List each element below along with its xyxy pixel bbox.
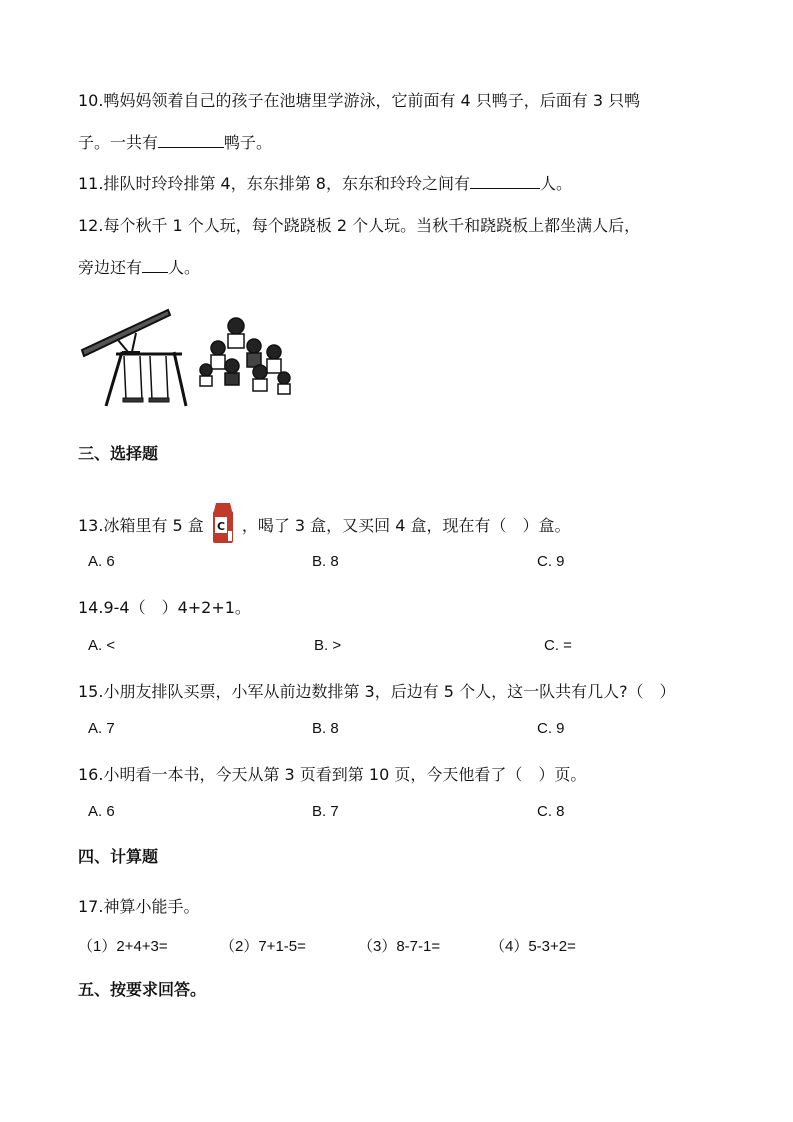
q12-line2-before: 旁边还有 [78,258,143,277]
q17-item-2: （2）7+1-5= [220,938,306,955]
q11-before: 11.排队时玲玲排第 4，东东排第 8，东东和玲玲之间有 [78,174,470,193]
q16-option-b[interactable]: B. 7 [312,803,339,820]
q15-option-a[interactable]: A. 7 [88,720,115,737]
q13-option-c[interactable]: C. 9 [537,553,565,570]
q17-item-3: （3）8-7-1= [358,938,441,955]
q17-title: 17.神算小能手。 [78,897,200,916]
section-4-heading: 四、计算题 [78,847,159,866]
q17-item-1: （1）2+4+3= [78,938,168,955]
q13-line [78,501,571,545]
q14-line: 14.9-4（ ）4+2+1。 [78,598,251,617]
q12-line2 [78,255,200,278]
q16-option-c[interactable]: C. 8 [537,803,565,820]
q13-option-b[interactable]: B. 8 [312,553,339,570]
q13-before: 13.冰箱里有 5 盒 [78,516,204,535]
q10-line2-before: 子。一共有 [78,133,159,152]
q17-item-4: （4）5-3+2= [490,938,576,955]
playground-illustration [78,290,300,422]
q10-answer-blank[interactable] [158,133,224,148]
q14-option-c[interactable]: C. = [544,637,572,654]
q15-line: 15.小朋友排队买票，小军从前边数排第 3，后边有 5 个人，这一队共有几人?（ ） [78,682,676,701]
q15-option-c[interactable]: C. 9 [537,720,565,737]
q14-option-a[interactable]: A. < [88,637,116,654]
q10-line2-after: 鸭子。 [224,133,273,152]
q10-line2 [78,130,272,153]
q12-line1: 12.每个秋千 1 个人玩，每个跷跷板 2 个人玩。当秋千和跷跷板上都坐满人后， [78,216,641,235]
q13-option-a[interactable]: A. 6 [88,553,115,570]
svg-text:C: C [216,520,225,533]
q16-option-a[interactable]: A. 6 [88,803,115,820]
q10-line1: 10.鸭妈妈领着自己的孩子在池塘里学游泳，它前面有 4 只鸭子，后面有 3 只鸭 [78,91,641,110]
q15-option-b[interactable]: B. 8 [312,720,339,737]
q13-after: ，喝了 3 盒，又买回 4 盒，现在有（ ）盒。 [241,516,571,535]
seesaw-icon [82,310,170,356]
q11-line [78,171,572,194]
children-group-icon [200,318,290,394]
section-5-heading: 五、按要求回答。 [78,980,207,999]
q11-answer-blank[interactable] [470,174,540,189]
q12-answer-blank[interactable] [142,258,168,273]
milk-box-icon [208,501,238,545]
section-3-heading: 三、选择题 [78,444,159,463]
swing-icon [106,352,186,406]
q12-line2-after: 人。 [168,258,201,277]
q16-line: 16.小明看一本书，今天从第 3 页看到第 10 页，今天他看了（ ）页。 [78,765,587,784]
q14-option-b[interactable]: B. > [314,637,342,654]
q11-after: 人。 [539,174,572,193]
